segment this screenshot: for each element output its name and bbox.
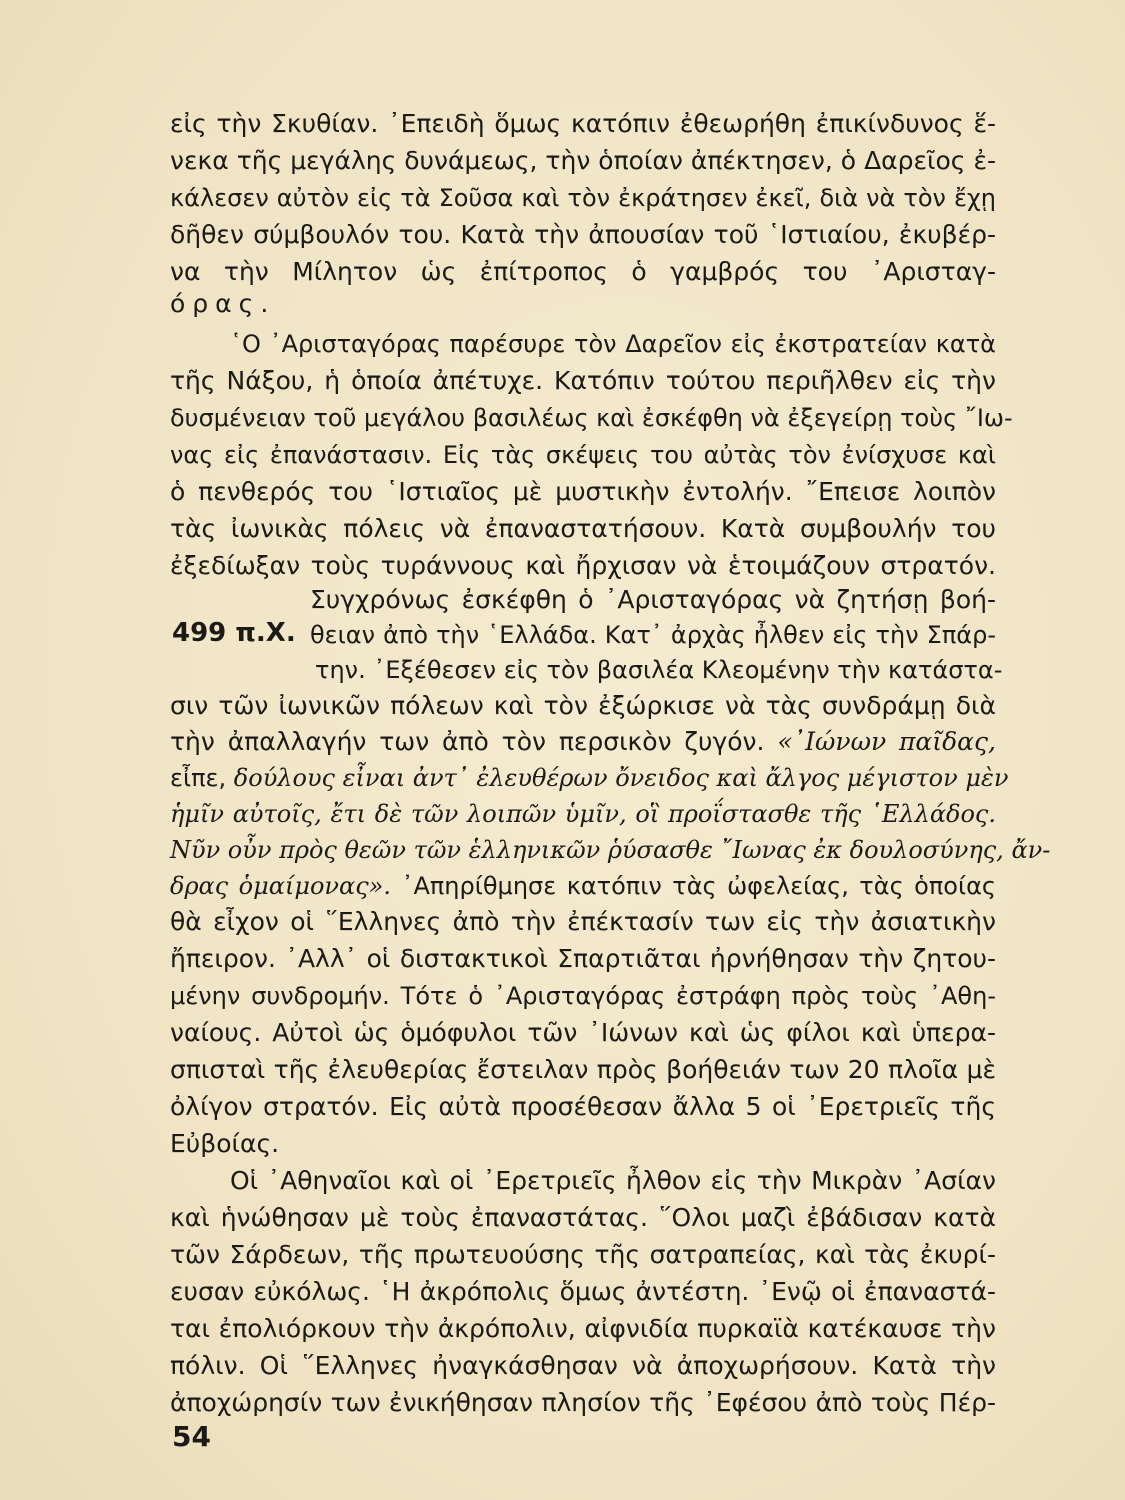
text-line: νεκα τῆς μεγάλης δυνάμεως, τὴν ὁποίαν ἀπέκτησεν, ὁ Δαρεῖος ἐ- xyxy=(170,146,996,175)
quote-fragment: «᾿Ιώνων παῖδας, xyxy=(777,727,996,756)
text-line: τῆς Νάξου, ἡ ὁποία ἀπέτυχε. Κατόπιν τούτου περιῆλθεν εἰς τὴν xyxy=(170,366,996,395)
text-line: τὰς ἰωνικὰς πόλεις νὰ ἐπαναστατήσουν. Κατὰ συμβουλήν του xyxy=(170,514,996,543)
text-line: ἤπειρον. ᾿Αλλ᾿ οἱ διστακτικοὶ Σπαρτιᾶται ἠρνήθησαν τὴν ζητου- xyxy=(170,944,996,973)
text-line: Συγχρόνως ἐσκέφθη ὁ ᾿Αρισταγόρας νὰ ζητήσῃ βοή- xyxy=(310,585,996,614)
text-line: δυσμένειαν τοῦ μεγάλου βασιλέως καὶ ἐσκέφθη νὰ ἐξεγείρῃ τοὺς ῎Ιω- xyxy=(170,404,1013,432)
text-line: την. ᾿Εξέθεσεν εἰς τὸν βασιλέα Κλεομένην τὴν κατάστα- xyxy=(315,656,1003,684)
text-line: σπισταὶ τῆς ἐλευθερίας ἔστειλαν πρὸς βοήθειάν των 20 πλοῖα μὲ xyxy=(170,1055,996,1084)
text-line: θὰ εἶχον οἱ ῞Ελληνες ἀπὸ τὴν ἐπέκτασίν των εἰς τὴν ἀσιατικὴν xyxy=(170,907,996,936)
text-line: Εὐβοίας. xyxy=(170,1129,280,1158)
text-line: καὶ ἡνώθησαν μὲ τοὺς ἐπαναστάτας. ῞Ολοι μαζὶ ἐβάδισαν κατὰ xyxy=(170,1203,996,1232)
text-line: εἰς τὴν Σκυθίαν. ᾿Επειδὴ ὅμως κατόπιν ἐθεωρήθη ἐπικίνδυνος ἕ- xyxy=(170,109,996,138)
text-line xyxy=(170,760,1009,796)
text-fragment: εἶπε, xyxy=(170,764,227,792)
quote-fragment: δούλους εἶναι ἀντ᾿ ἐλευθέρων ὄνειδος καὶ ἄλγος μέγιστον μὲν xyxy=(233,764,1009,792)
text-line: θειαν ἀπὸ τὴν ῾Ελλάδα. Κατ᾿ ἀρχὰς ἦλθεν εἰς τὴν Σπάρ- xyxy=(310,621,996,649)
text-fragment: ᾿Απηρίθμησε κατόπιν τὰς ὠφελείας, τὰς ὁποίας xyxy=(401,872,996,900)
paragraph-start: ῾Ο ᾿Αρισταγόρας παρέσυρε τὸν Δαρεῖον εἰς ἐκστρατείαν κατὰ xyxy=(230,330,996,358)
text-line: όρας. xyxy=(170,289,276,318)
quote-line: ἡμῖν αὐτοῖς, ἔτι δὲ τῶν λοιπῶν ὑμῖν, οἳ προΐστασθε τῆς ῾Ελλάδος. xyxy=(170,800,996,828)
text-line: κάλεσεν αὐτὸν εἰς τὰ Σοῦσα καὶ τὸν ἐκράτησεν ἐκεῖ, διὰ νὰ τὸν ἔχῃ xyxy=(170,184,996,212)
text-line: νας εἰς ἐπανάστασιν. Εἰς τὰς σκέψεις του αὐτὰς τὸν ἐνίσχυσε καὶ xyxy=(170,441,996,469)
text-line: ἀποχώρησίν των ἐνικήθησαν πλησίον τῆς ᾿Εφέσου ἀπὸ τοὺς Πέρ- xyxy=(170,1388,996,1417)
text-line: ται ἐπολιόρκουν τὴν ἀκρόπολιν, αἰφνιδία πυρκαϊὰ κατέκαυσε τὴν xyxy=(170,1314,996,1343)
margin-date: 499 π.Χ. xyxy=(172,618,296,648)
page-number: 54 xyxy=(172,1420,211,1453)
quote-fragment: δρας ὁμαίμονας». xyxy=(170,872,391,900)
quote-line: Νῦν οὖν πρὸς θεῶν τῶν ἑλληνικῶν ῥύσασθε ῎Ιωνας ἐκ δουλοσύνης, ἄν- xyxy=(170,836,1051,864)
text-line: ευσαν εὐκόλως. ῾Η ἀκρόπολις ὅμως ἀντέστη. ᾿Ενῷ οἱ ἐπαναστά- xyxy=(170,1277,996,1306)
text-line: ὁ πενθερός του ῾Ιστιαῖος μὲ μυστικὴν ἐντολήν. ῎Επεισε λοιπὸν xyxy=(170,477,996,506)
text-line: σιν τῶν ἰωνικῶν πόλεων καὶ τὸν ἐξώρκισε νὰ τὰς συνδράμῃ διὰ xyxy=(170,691,996,720)
text-line: ὀλίγον στρατόν. Εἰς αὐτὰ προσέθεσαν ἄλλα 5 οἱ ᾿Ερετριεῖς τῆς xyxy=(170,1092,996,1121)
text-line: ἐξεδίωξαν τοὺς τυράννους καὶ ἤρχισαν νὰ ἑτοιμάζουν στρατόν. xyxy=(170,551,996,580)
text-line: δῆθεν σύμβουλόν του. Κατὰ τὴν ἀπουσίαν τοῦ ῾Ιστιαίου, ἐκυβέρ- xyxy=(170,220,996,249)
text-line: ναίους. Αὐτοὶ ὡς ὁμόφυλοι τῶν ᾿Ιώνων καὶ ὡς φίλοι καὶ ὑπερα- xyxy=(170,1018,996,1047)
text-line xyxy=(170,724,996,760)
text-line: τῶν Σάρδεων, τῆς πρωτευούσης τῆς σατραπείας, καὶ τὰς ἐκυρί- xyxy=(170,1240,996,1269)
text-line: μένην συνδρομήν. Τότε ὁ ᾿Αρισταγόρας ἐστράφη πρὸς τοὺς ᾿Αθη- xyxy=(170,982,996,1010)
text-fragment: να τὴν Μίλητον ὡς ἐπίτροπος ὁ γαμβρός του ᾿Αρισταγ- xyxy=(170,257,996,286)
text-fragment: τὴν ἀπαλλαγήν των ἀπὸ τὸν περσικὸν ζυγόν. xyxy=(170,727,765,756)
text-line xyxy=(170,868,996,904)
text-line: πόλιν. Οἱ ῞Ελληνες ἠναγκάσθησαν νὰ ἀποχωρήσουν. Κατὰ τὴν xyxy=(170,1351,996,1380)
paragraph-start: Οἱ ᾿Αθηναῖοι καὶ οἱ ᾿Ερετριεῖς ἦλθον εἰς τὴν Μικρὰν ᾿Ασίαν xyxy=(230,1166,996,1195)
text-line xyxy=(170,254,996,290)
